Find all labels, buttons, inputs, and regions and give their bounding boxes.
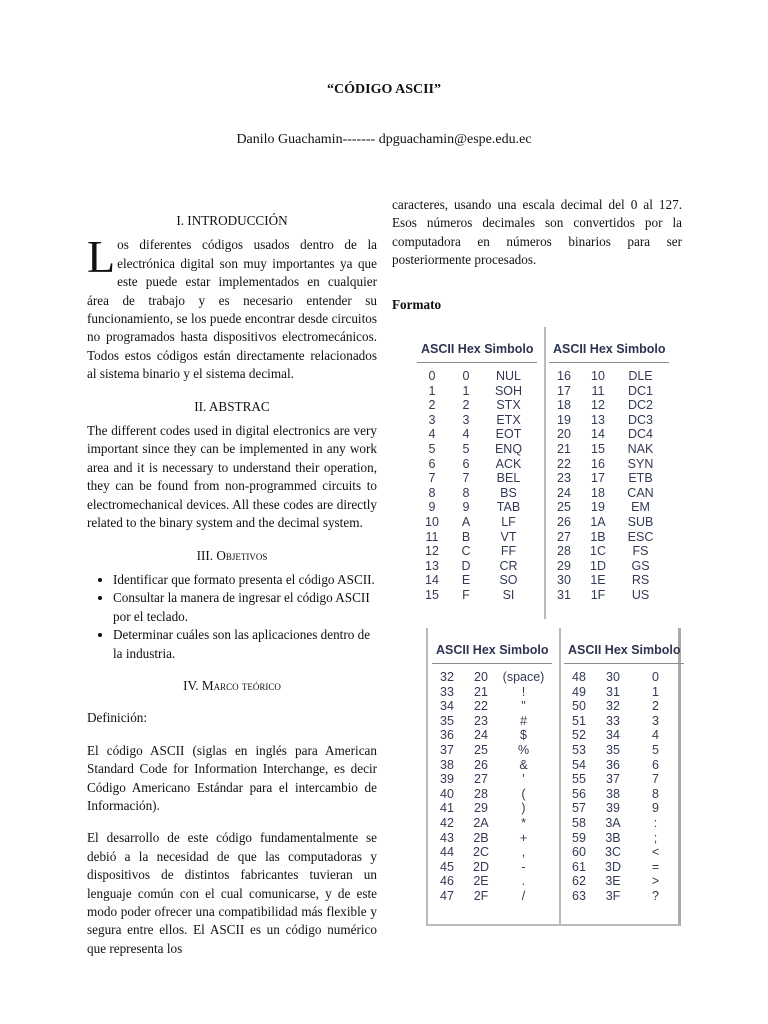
ascii-cell: 13 — [425, 558, 439, 573]
symbol-cell: 7 — [652, 772, 659, 787]
table-row — [545, 544, 673, 559]
symbol-cell: - — [521, 859, 526, 874]
table-row — [413, 384, 541, 399]
table-row — [545, 559, 673, 574]
table-row — [560, 831, 688, 846]
ascii-cell: 25 — [557, 500, 571, 515]
symbol-cell: " — [521, 699, 526, 714]
ascii-cell: 14 — [425, 573, 439, 588]
section-heading-marco-teorico: IV. Marco teórico — [183, 677, 281, 693]
table-row — [413, 471, 541, 486]
table-row — [413, 413, 541, 428]
hex-cell: C — [461, 544, 471, 559]
symbol-cell: BEL — [496, 471, 521, 486]
ascii-cell: 1 — [428, 383, 436, 398]
hex-cell: 30 — [606, 670, 620, 684]
symbol-cell: SYN — [627, 456, 654, 471]
hex-cell: 2F — [473, 888, 489, 903]
ascii-cell: 45 — [440, 859, 454, 874]
symbol-cell: ESC — [627, 529, 654, 544]
symbol-cell: ACK — [495, 456, 522, 471]
symbol-cell: RS — [631, 573, 650, 588]
ascii-cell: 61 — [572, 859, 586, 874]
symbol-cell: 0 — [652, 670, 659, 684]
ascii-cell: 21 — [557, 441, 571, 456]
hex-cell: 24 — [474, 728, 488, 743]
table-row — [413, 588, 541, 603]
ascii-cell: 2 — [428, 398, 436, 413]
hex-cell: 10 — [591, 369, 605, 383]
table-row — [428, 874, 556, 889]
symbol-cell: + — [519, 830, 528, 845]
ascii-cell: 57 — [572, 801, 586, 816]
symbol-cell: DC2 — [627, 398, 653, 413]
hex-cell: 3B — [605, 830, 621, 845]
hex-cell: 20 — [474, 670, 488, 684]
formato-heading: Formato — [392, 296, 442, 312]
table-row — [560, 685, 688, 700]
ascii-cell: 28 — [557, 544, 571, 559]
hex-cell: 38 — [606, 786, 620, 801]
hex-cell: 9 — [462, 500, 470, 515]
ascii-cell: 56 — [572, 786, 586, 801]
ascii-cell: 24 — [557, 485, 571, 500]
table-row — [428, 787, 556, 802]
table-row — [560, 758, 688, 773]
ascii-cell: 9 — [428, 500, 436, 515]
symbol-cell: US — [631, 587, 650, 602]
ascii-cell: 30 — [557, 573, 571, 588]
symbol-cell: NAK — [627, 441, 654, 456]
hex-cell: 3 — [462, 412, 470, 427]
symbol-cell: DC4 — [627, 427, 653, 442]
ascii-cell: 53 — [572, 742, 586, 757]
symbol-cell: 4 — [652, 728, 659, 743]
ascii-cell: 41 — [440, 801, 454, 816]
ascii-cell: 51 — [572, 713, 586, 728]
hex-cell: 12 — [591, 398, 605, 413]
table-row — [428, 758, 556, 773]
hex-cell: 1C — [590, 544, 606, 559]
symbol-cell: SI — [502, 587, 515, 602]
ascii-cell: 11 — [425, 529, 439, 544]
hex-cell: 3C — [605, 845, 621, 860]
symbol-cell: ETX — [496, 412, 521, 427]
table-row — [560, 670, 688, 685]
ascii-cell: 50 — [572, 699, 586, 714]
hex-cell: 17 — [591, 471, 605, 486]
ascii-cell: 40 — [440, 786, 454, 801]
ascii-cell: 26 — [557, 514, 571, 529]
table-row — [428, 860, 556, 875]
column-divider — [559, 628, 561, 924]
ascii-table-32-63 — [426, 628, 681, 926]
table-row — [428, 670, 556, 685]
ascii-cell: 58 — [572, 815, 586, 830]
symbol-cell: ' — [522, 772, 525, 787]
drop-cap: L — [87, 231, 116, 283]
symbol-cell: 9 — [652, 801, 659, 816]
hex-cell: 15 — [591, 441, 605, 456]
list-item: • Determinar cuáles son las aplicaciones dentro de la industria. — [113, 626, 377, 663]
table-row — [413, 442, 541, 457]
list-item: • Consultar la manera de ingresar el código ASCII por el teclado. — [113, 589, 377, 626]
table-row — [545, 515, 673, 530]
continuation-paragraph: caracteres, usando una escala decimal del 0 al 127. Esos números decimales son convertidos por la computadora en números binarios para ser posteriormente procesados. — [392, 197, 682, 268]
hex-cell: 3E — [605, 874, 621, 889]
table-row — [545, 486, 673, 501]
symbol-cell: SOH — [494, 383, 523, 398]
hex-cell: 23 — [474, 713, 488, 728]
table-row — [545, 398, 673, 413]
ascii-cell: 3 — [428, 412, 436, 427]
table-row — [545, 457, 673, 472]
symbol-cell: 5 — [652, 742, 659, 757]
hex-cell: 3F — [605, 888, 621, 903]
symbol-cell: 8 — [652, 786, 659, 801]
table-row — [560, 845, 688, 860]
hex-cell: 19 — [591, 500, 605, 515]
section-heading-objetivos: III. Objetivos — [196, 547, 268, 563]
symbol-cell: DLE — [628, 369, 653, 383]
symbol-cell: ETB — [628, 471, 653, 486]
ascii-cell: 59 — [572, 830, 586, 845]
right-column — [392, 196, 682, 314]
hex-cell: 26 — [474, 757, 488, 772]
table-row — [545, 442, 673, 457]
table-row — [545, 573, 673, 588]
hex-cell: 37 — [606, 772, 620, 787]
table-row — [560, 860, 688, 875]
symbol-cell: 6 — [652, 757, 659, 772]
hex-cell: 2A — [473, 815, 489, 830]
symbol-cell: (space) — [502, 670, 545, 684]
table-row — [560, 787, 688, 802]
symbol-cell: FS — [632, 544, 649, 559]
symbol-cell: STX — [496, 398, 521, 413]
table-row — [560, 889, 688, 904]
symbol-cell: # — [520, 713, 527, 728]
symbol-cell: ENQ — [494, 441, 523, 456]
ascii-cell: 44 — [440, 845, 454, 860]
hex-cell: 6 — [462, 456, 470, 471]
ascii-cell: 46 — [440, 874, 454, 889]
symbol-cell: FF — [500, 544, 517, 559]
ascii-cell: 55 — [572, 772, 586, 787]
symbol-cell: EM — [631, 500, 650, 515]
table-header: ASCII Hex Simbolo — [432, 628, 552, 664]
table-row — [428, 845, 556, 860]
table-row — [560, 801, 688, 816]
column-divider — [544, 327, 546, 619]
table-row — [545, 413, 673, 428]
table-row — [428, 831, 556, 846]
symbol-cell: ? — [652, 888, 659, 903]
author-line: Danilo Guachamin------- dpguachamin@espe.edu.ec — [236, 132, 532, 147]
symbol-cell: : — [653, 815, 658, 830]
table-row — [413, 515, 541, 530]
hex-cell: 1D — [590, 558, 606, 573]
table-row — [413, 530, 541, 545]
symbol-cell: TAB — [496, 500, 521, 515]
ascii-cell: 63 — [572, 888, 586, 903]
hex-cell: 36 — [606, 757, 620, 772]
table-row — [413, 486, 541, 501]
ascii-cell: 18 — [557, 398, 571, 413]
symbol-cell: BS — [500, 485, 517, 500]
symbol-cell: > — [651, 874, 660, 889]
table-row — [428, 889, 556, 904]
ascii-cell: 36 — [440, 728, 454, 743]
section-heading-introduccion: I. INTRODUCCIÓN — [176, 213, 288, 228]
hex-cell: 0 — [462, 369, 470, 383]
document-title: “CÓDIGO ASCII” — [327, 82, 441, 97]
ascii-cell: 23 — [557, 471, 571, 486]
table-row — [428, 816, 556, 831]
table-header: ASCII Hex Simbolo — [417, 327, 537, 363]
symbol-cell: 2 — [652, 699, 659, 714]
ascii-cell: 0 — [428, 369, 436, 383]
left-column — [87, 212, 377, 958]
hex-cell: 27 — [474, 772, 488, 787]
table-row — [413, 427, 541, 442]
ascii-cell: 34 — [440, 699, 454, 714]
hex-cell: 29 — [474, 801, 488, 816]
objetivos-list — [87, 571, 377, 663]
hex-cell: 14 — [591, 427, 605, 442]
hex-cell: 3D — [605, 859, 621, 874]
table-half — [413, 327, 541, 603]
table-row — [545, 471, 673, 486]
table-row — [428, 728, 556, 743]
definicion-label: Definición: — [87, 710, 148, 726]
hex-cell: 16 — [591, 456, 605, 471]
hex-cell: 2D — [473, 859, 489, 874]
hex-cell: 35 — [606, 742, 620, 757]
hex-cell: F — [462, 587, 470, 602]
ascii-cell: 32 — [440, 670, 454, 684]
symbol-cell: = — [651, 859, 660, 874]
table-row — [428, 801, 556, 816]
hex-cell: 22 — [474, 699, 488, 714]
table-row — [428, 772, 556, 787]
ascii-cell: 33 — [440, 684, 454, 699]
abstract-paragraph: The different codes used in digital electronics are very important since they can be implemented in any work area and it is necessary to understand their operation, they can be found from non-programmed circuits to electromechanical devices. All these codes are directly related to the binary system and the decimal system. — [87, 423, 377, 531]
ascii-cell: 27 — [557, 529, 571, 544]
ascii-cell: 31 — [557, 587, 571, 602]
symbol-cell: % — [517, 742, 530, 757]
ascii-cell: 8 — [428, 485, 436, 500]
hex-cell: 3A — [605, 815, 621, 830]
table-half — [428, 628, 556, 904]
intro-paragraph — [87, 231, 377, 383]
ascii-cell: 16 — [557, 369, 571, 383]
ascii-cell: 29 — [557, 558, 571, 573]
hex-cell: 33 — [606, 713, 620, 728]
ascii-cell: 48 — [572, 670, 586, 684]
symbol-cell: / — [521, 888, 526, 903]
hex-cell: 2B — [473, 830, 489, 845]
symbol-cell: ! — [521, 684, 526, 699]
hex-cell: D — [461, 558, 471, 573]
table-row — [560, 714, 688, 729]
hex-cell: 7 — [462, 471, 470, 486]
table-row — [560, 772, 688, 787]
symbol-cell: 3 — [652, 713, 659, 728]
symbol-cell: LF — [501, 514, 516, 529]
symbol-cell: CAN — [627, 485, 654, 500]
symbol-cell: SUB — [627, 514, 654, 529]
symbol-cell: ; — [653, 830, 658, 845]
table-header: ASCII Hex Simbolo — [564, 628, 684, 664]
ascii-cell: 10 — [425, 514, 439, 529]
table-row — [545, 369, 673, 384]
table-row — [560, 728, 688, 743]
table-row — [413, 500, 541, 515]
hex-cell: 11 — [591, 383, 605, 398]
table-row — [428, 743, 556, 758]
symbol-cell: NUL — [495, 369, 521, 383]
symbol-cell: ( — [521, 786, 526, 801]
hex-cell: 1A — [590, 514, 606, 529]
symbol-cell: 1 — [652, 684, 659, 699]
hex-cell: E — [461, 573, 471, 588]
ascii-cell: 37 — [440, 742, 454, 757]
table-row — [413, 573, 541, 588]
hex-cell: 32 — [606, 699, 620, 714]
table-row — [545, 427, 673, 442]
hex-cell: 13 — [591, 412, 605, 427]
table-half — [545, 327, 673, 603]
ascii-cell: 39 — [440, 772, 454, 787]
hex-cell: 2 — [462, 398, 470, 413]
ascii-cell: 19 — [557, 412, 571, 427]
ascii-cell: 35 — [440, 713, 454, 728]
section-heading-abstrac: II. ABSTRAC — [194, 398, 270, 414]
table-row — [413, 559, 541, 574]
intro-text: os diferentes códigos usados dentro de la electrónica digital son muy importantes ya que este puede estar implementados en cualquier área de trabajo y es necesario entender su funcionamiento, se los puede encontrar desde circuitos no programados hasta dispositivos electromecánicos. Todos estos códigos están directamente relacionados al sistema binario y el sistema decimal. — [87, 237, 377, 382]
hex-cell: 31 — [606, 684, 620, 699]
table-row — [560, 743, 688, 758]
table-row — [413, 398, 541, 413]
ascii-cell: 42 — [440, 815, 454, 830]
ascii-cell: 52 — [572, 728, 586, 743]
symbol-cell: DC3 — [627, 412, 653, 427]
ascii-cell: 7 — [428, 471, 436, 486]
table-header: ASCII Hex Simbolo — [549, 327, 669, 363]
symbol-cell: GS — [631, 558, 650, 573]
table-row — [545, 384, 673, 399]
table-row — [428, 699, 556, 714]
table-row — [560, 816, 688, 831]
symbol-cell: & — [519, 757, 528, 772]
hex-cell: 5 — [462, 441, 470, 456]
table-row — [413, 457, 541, 472]
ascii-cell: 4 — [428, 427, 436, 442]
ascii-cell: 49 — [572, 684, 586, 699]
symbol-cell: $ — [520, 728, 527, 743]
hex-cell: 2C — [473, 845, 489, 860]
hex-cell: 1B — [590, 529, 606, 544]
hex-cell: A — [461, 514, 471, 529]
table-row — [428, 714, 556, 729]
hex-cell: 8 — [462, 485, 470, 500]
table-row — [428, 685, 556, 700]
list-item: • Identificar que formato presenta el código ASCII. — [113, 571, 377, 589]
table-row — [413, 544, 541, 559]
table-half — [560, 628, 688, 904]
ascii-history-paragraph: El desarrollo de este código fundamentalmente se debió a la necesidad de que las computadoras y dispositivos de distintos fabricantes tuvieran un lenguaje común con el cual comunicarse, y de este modo poder ofrecer una compatibilidad más flexible y segura entre ellos. El ASCII es un código numérico que representa los — [87, 830, 377, 956]
hex-cell: 1E — [590, 573, 606, 588]
ascii-cell: 15 — [425, 587, 439, 602]
symbol-cell: ) — [521, 801, 526, 816]
hex-cell: 39 — [606, 801, 620, 816]
hex-cell: B — [461, 529, 471, 544]
hex-cell: 18 — [591, 485, 605, 500]
ascii-cell: 17 — [557, 383, 571, 398]
symbol-cell: SO — [499, 573, 518, 588]
table-row — [545, 500, 673, 515]
ascii-definition-paragraph: El código ASCII (siglas en inglés para American Standard Code for Information Interchange, es decir Código Americano Estándar para el intercambio de Información). — [87, 742, 377, 813]
ascii-cell: 5 — [428, 441, 436, 456]
hex-cell: 25 — [474, 742, 488, 757]
ascii-table-0-31 — [413, 327, 675, 619]
ascii-cell: 54 — [572, 757, 586, 772]
hex-cell: 4 — [462, 427, 470, 442]
hex-cell: 28 — [474, 786, 488, 801]
table-row — [560, 874, 688, 889]
ascii-cell: 47 — [440, 888, 454, 903]
symbol-cell: DC1 — [627, 383, 653, 398]
hex-cell: 21 — [474, 684, 488, 699]
table-row — [560, 699, 688, 714]
ascii-cell: 22 — [557, 456, 571, 471]
hex-cell: 1 — [462, 383, 470, 398]
ascii-cell: 20 — [557, 427, 571, 442]
ascii-cell: 6 — [428, 456, 436, 471]
symbol-cell: . — [521, 874, 526, 889]
symbol-cell: , — [521, 845, 526, 860]
hex-cell: 1F — [590, 587, 606, 602]
hex-cell: 34 — [606, 728, 620, 743]
ascii-cell: 60 — [572, 845, 586, 860]
symbol-cell: * — [521, 815, 526, 830]
symbol-cell: VT — [500, 529, 517, 544]
table-row — [545, 588, 673, 603]
table-row — [413, 369, 541, 384]
symbol-cell: EOT — [495, 427, 522, 442]
ascii-cell: 62 — [572, 874, 586, 889]
symbol-cell: < — [651, 845, 660, 860]
hex-cell: 2E — [473, 874, 489, 889]
table-row — [545, 530, 673, 545]
ascii-cell: 38 — [440, 757, 454, 772]
symbol-cell: CR — [499, 558, 518, 573]
ascii-cell: 12 — [425, 544, 439, 559]
ascii-cell: 43 — [440, 830, 454, 845]
